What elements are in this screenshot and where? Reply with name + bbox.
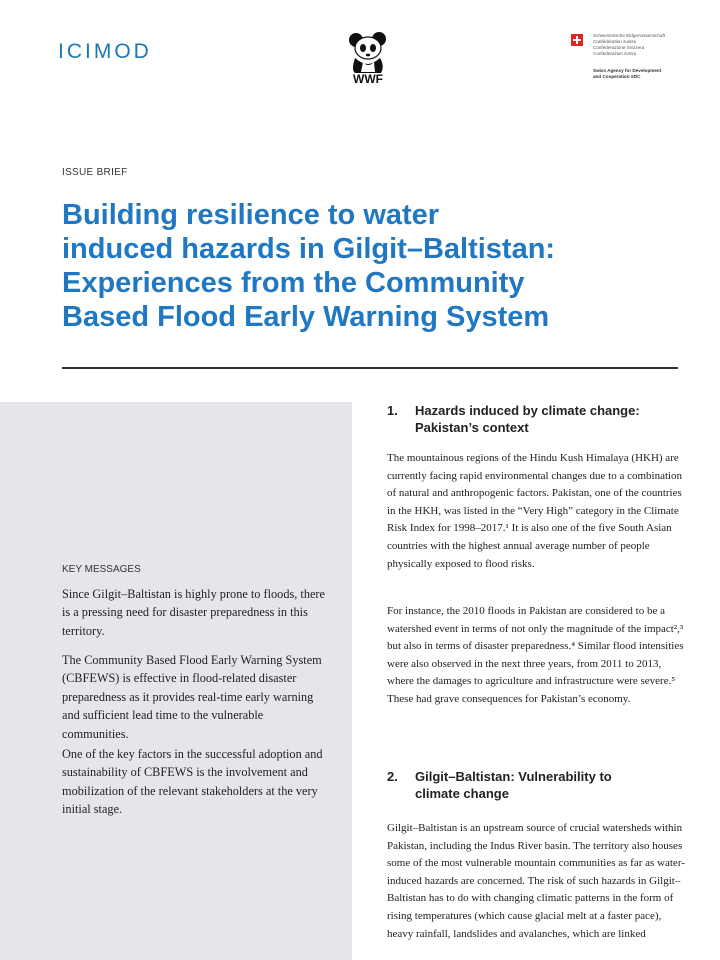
key-message: Since Gilgit–Baltistan is highly prone to floods, there is a pressing need for disaster preparedness in this territory. [62,587,325,638]
swiss-confederation-logo [571,34,681,94]
section-title-line: Gilgit–Baltistan: Vulnerability to [415,769,612,784]
section-paragraph: For instance, the 2010 floods in Pakistan are considered to be a watershed event in terms of not only the magnitude of the impact²,³ but also in terms of disaster preparedness.⁴ Similar flood intensities were also observed in the next three years, from 2011 to 2013, where the damages to agriculture and infrastructure were severe.⁵ These had grave consequences for Pakistan’s economy. [387,605,684,705]
sdc-line: Swiss Agency for Development [593,68,662,73]
swiss-line: Confederazione Svizzera [593,45,645,50]
title-line: Building resilience to water [62,199,440,231]
swiss-line: Schweizerische Eidgenossenschaft [593,33,666,38]
section-paragraph: The mountainous regions of the Hindu Kush Himalaya (HKH) are currently facing rapid environmental changes due to a combination of natural and anthropogenic factors. Pakistan, one of the countries in the HKH, was listed in the “Very High” category in the Climate Risk Index for 1998–2017.¹ It is also one of the five South Asian countries with the highest annual average number of people physically exposed to flood risks. [387,452,683,570]
key-message: The Community Based Flood Early Warning System (CBFEWS) is effective in flood-related disaster preparedness as it provides real-time early warning and sufficient lead time to the vulnerable communities. [62,653,322,741]
section-paragraph: Gilgit–Baltistan is an upstream source of crucial watersheds within Pakistan, including the Indus River basin. The territory also houses some of the most vulnerable mountain communities as far as water-induced hazards are concerned. The risk of such hazards in Gilgit–Baltistan has to do with changing climatic patterns in the form of rising temperatures (which cause glacial melt at a faster pace), heavy rainfall, landslides and avalanches, which are linked [387,822,685,940]
title-line: Based Flood Early Warning System [62,301,550,333]
swiss-line: Confédération suisse [593,39,637,44]
icimod-logo: ICIMOD [58,40,152,63]
swiss-flag-icon [571,34,583,46]
section-title-line: Pakistan’s context [415,420,529,435]
section-title-line: climate change [415,786,509,801]
swiss-line: Confederaziun svizra [593,51,637,56]
section-number: 1. [387,403,398,418]
section-heading [387,402,687,436]
section-heading [387,768,687,802]
section-title-line: Hazards induced by climate change: [415,403,640,418]
title-line: induced hazards in Gilgit–Baltistan: [62,233,556,265]
document-title [62,198,662,334]
key-message: One of the key factors in the successful adoption and sustainability of CBFEWS is the involvement and mobilization of the relevant stakeholders at the very initial stage. [62,747,323,817]
title-line: Experiences from the Community [62,267,525,299]
issue-brief-label: ISSUE BRIEF [62,167,128,178]
section-number: 2. [387,769,398,784]
title-divider [62,367,678,369]
sdc-line: and Cooperation SDC [593,74,641,79]
key-messages-heading: KEY MESSAGES [62,564,141,575]
wwf-logo-text: WWF [353,72,383,86]
